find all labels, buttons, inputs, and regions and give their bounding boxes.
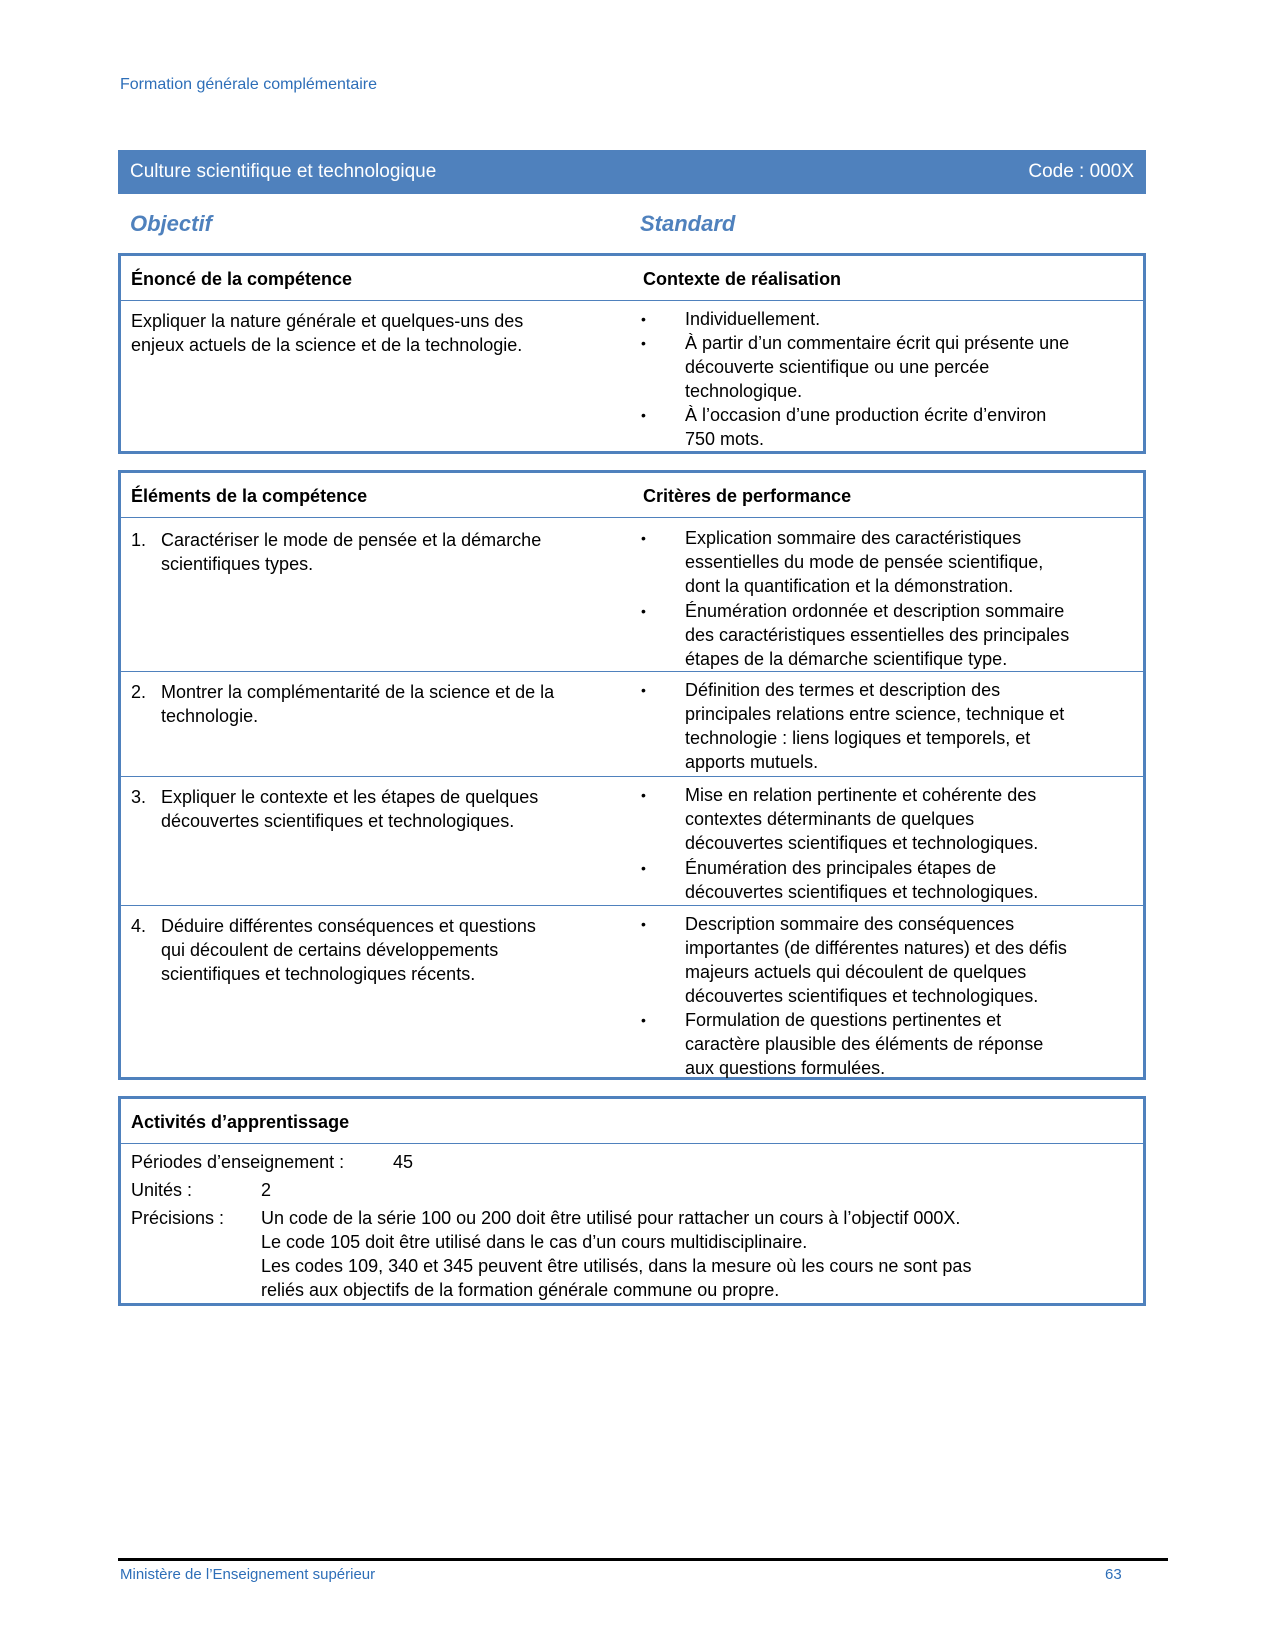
criterion-line: principales relations entre science, technique et: [685, 704, 1065, 724]
element-number: 4.: [131, 916, 147, 936]
elements-box: [118, 470, 1146, 1080]
criterion-line: découvertes scientifiques et technologiques.: [685, 986, 1039, 1006]
units-value: 2: [261, 1180, 272, 1200]
standard-label: Standard: [640, 211, 736, 236]
periods-value: 45: [393, 1152, 414, 1172]
activities-box: [118, 1096, 1146, 1306]
criterion-line: Mise en relation pertinente et cohérente des: [685, 785, 1037, 805]
criterion-line: étapes de la démarche scientifique type.: [685, 649, 1008, 669]
context-line: À l’occasion d’une production écrite d’environ: [685, 405, 1047, 425]
running-header: Formation générale complémentaire: [120, 76, 378, 93]
element-line: Caractériser le mode de pensée et la démarche: [161, 530, 542, 550]
competence-header-left: Énoncé de la compétence: [131, 269, 353, 289]
objective-header-row: [130, 211, 1140, 239]
criterion-line: Énumération des principales étapes de: [685, 858, 997, 878]
bullet-icon: •: [641, 682, 646, 698]
criterion-line: découvertes scientifiques et technologiques.: [685, 882, 1039, 902]
criterion-line: apports mutuels.: [685, 752, 819, 772]
criterion-line: dont la quantification et la démonstration.: [685, 576, 1014, 596]
activities-info: [121, 1144, 1143, 1304]
page-number: 63: [1105, 1566, 1122, 1583]
precisions-text: [261, 1206, 971, 1302]
element-line: qui découlent de certains développements: [161, 940, 499, 960]
precisions-label: Précisions :: [131, 1208, 225, 1228]
element-row: [121, 518, 1143, 672]
criterion-line: aux questions formulées.: [685, 1058, 886, 1078]
elements-header-left: Éléments de la compétence: [131, 486, 368, 506]
bullet-icon: •: [641, 603, 646, 619]
element-line: scientifiques types.: [161, 554, 314, 574]
criterion-line: technologie : liens logiques et temporels, et: [685, 728, 1031, 748]
criterion-line: des caractéristiques essentielles des principales: [685, 625, 1070, 645]
statement-line: Expliquer la nature générale et quelques-uns des: [131, 311, 524, 331]
precision-line: Un code de la série 100 ou 200 doit être utilisé pour rattacher un cours à l’objectif 000X.: [261, 1208, 961, 1228]
elements-header: [121, 473, 1143, 518]
bullet-icon: •: [641, 787, 646, 803]
element-row: [121, 672, 1143, 777]
element-line: découvertes scientifiques et technologiques.: [161, 811, 515, 831]
bullet-icon: •: [641, 530, 646, 546]
element-line: scientifiques et technologiques récents.: [161, 964, 476, 984]
bullet-icon: •: [641, 860, 646, 876]
element-number: 2.: [131, 682, 147, 702]
course-title-bar: [118, 150, 1146, 194]
criterion-line: Description sommaire des conséquences: [685, 914, 1015, 934]
context-line: découverte scientifique ou une percée: [685, 357, 990, 377]
criterion-line: importantes (de différentes natures) et des défis: [685, 938, 1067, 958]
element-row: [121, 906, 1143, 1081]
course-code: Code : 000X: [1028, 161, 1134, 182]
elements-header-right: Critères de performance: [643, 486, 852, 506]
element-number: 3.: [131, 787, 147, 807]
precision-line: Les codes 109, 340 et 345 peuvent être utilisés, dans la mesure où les cours ne sont pas: [261, 1256, 972, 1276]
course-title: Culture scientifique et technologique: [130, 161, 437, 182]
element-line: technologie.: [161, 706, 259, 726]
element-line: Déduire différentes conséquences et questions: [161, 916, 536, 936]
context-line: Individuellement.: [685, 309, 821, 329]
criterion-line: caractère plausible des éléments de réponse: [685, 1034, 1044, 1054]
competence-row: [121, 301, 1143, 451]
criterion-line: essentielles du mode de pensée scientifique,: [685, 552, 1044, 572]
element-row: [121, 777, 1143, 906]
units-label: Unités :: [131, 1180, 193, 1200]
context-line: technologique.: [685, 381, 803, 401]
bullet-icon: •: [641, 335, 646, 351]
periods-label: Périodes d’enseignement :: [131, 1152, 345, 1172]
bullet-icon: •: [641, 311, 646, 327]
bullet-icon: •: [641, 407, 646, 423]
element-number: 1.: [131, 530, 147, 550]
element-line: Montrer la complémentarité de la science et de la: [161, 682, 555, 702]
bullet-icon: •: [641, 1012, 646, 1028]
criterion-line: contextes déterminants de quelques: [685, 809, 975, 829]
activities-header: [121, 1099, 1143, 1144]
activities-header-label: Activités d’apprentissage: [131, 1112, 350, 1132]
objective-label: Objectif: [130, 211, 212, 236]
footer-ministry: Ministère de l’Enseignement supérieur: [120, 1566, 376, 1583]
element-line: Expliquer le contexte et les étapes de quelques: [161, 787, 539, 807]
criterion-line: découvertes scientifiques et technologiques.: [685, 833, 1039, 853]
precision-line: Le code 105 doit être utilisé dans le cas d’un cours multidisciplinaire.: [261, 1232, 808, 1252]
context-line: À partir d’un commentaire écrit qui présente une: [685, 333, 1070, 353]
criterion-line: Définition des termes et description des: [685, 680, 1001, 700]
footer-rule: [118, 1558, 1168, 1561]
competence-header: [121, 256, 1143, 301]
criterion-line: Formulation de questions pertinentes et: [685, 1010, 1002, 1030]
competence-statement: [131, 309, 601, 357]
competence-header-right: Contexte de réalisation: [643, 269, 842, 289]
criterion-line: Explication sommaire des caractéristiques: [685, 528, 1022, 548]
competence-box: [118, 253, 1146, 454]
bullet-icon: •: [641, 916, 646, 932]
statement-line: enjeux actuels de la science et de la technologie.: [131, 335, 523, 355]
criterion-line: Énumération ordonnée et description sommaire: [685, 601, 1065, 621]
criterion-line: majeurs actuels qui découlent de quelques: [685, 962, 1027, 982]
context-line: 750 mots.: [685, 429, 765, 449]
precision-line: reliés aux objectifs de la formation générale commune ou propre.: [261, 1280, 780, 1300]
